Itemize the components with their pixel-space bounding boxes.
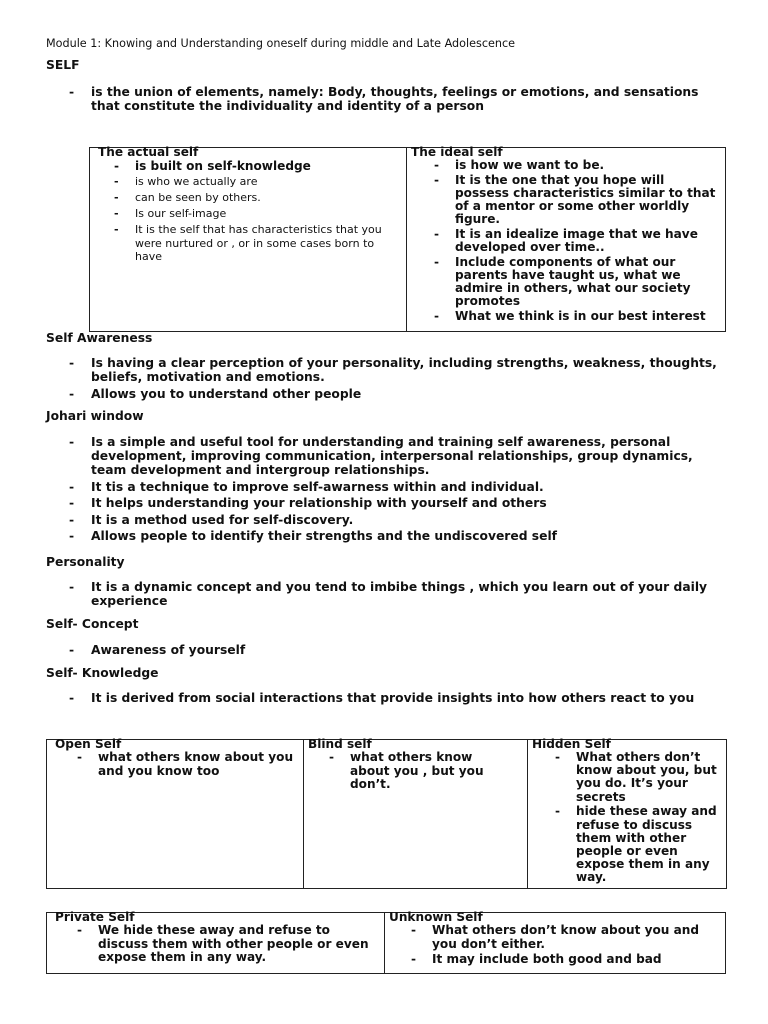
hidden-self-title: Hidden Self: [532, 737, 611, 751]
list-item: - Awareness of yourself: [69, 643, 719, 657]
list-item: - is who we actually are: [111, 175, 399, 189]
hidden-self-cell: [528, 737, 727, 889]
self-awareness-list: [69, 356, 731, 403]
heading-self-knowledge: Self- Knowledge: [46, 666, 159, 680]
heading-personality: Personality: [46, 555, 125, 569]
blind-self-list: [326, 751, 501, 792]
self-table: [89, 147, 726, 332]
open-self-cell: [47, 737, 304, 889]
list-item: - hide these away and refuse to discuss them with other people or even expose them in any way.: [552, 805, 718, 884]
hidden-self-list: [552, 751, 718, 885]
list-item: - It is a method used for self-discovery.: [69, 513, 719, 527]
list-item: - It is derived from social interactions that provide insights into how others react to you: [69, 691, 739, 705]
list-item: - Is a simple and useful tool for understanding and training self awareness, personal development, improving communication, interpersonal relationships, group dynamics, team development and intergroup relationships.: [69, 435, 719, 477]
blind-self-title: Blind self: [308, 737, 372, 751]
list-item: - It helps understanding your relationship with yourself and others: [69, 496, 719, 510]
ideal-self-cell: [407, 145, 726, 332]
heading-johari-window: Johari window: [46, 409, 144, 423]
list-item: - is built on self-knowledge: [111, 159, 399, 173]
list-item: - Is our self-image: [111, 207, 399, 221]
list-item: - Allows people to identify their strengths and the undiscovered self: [69, 529, 719, 543]
heading-self-concept: Self- Concept: [46, 617, 139, 631]
private-self-cell: [47, 910, 385, 974]
module-title: Module 1: Knowing and Understanding oneself during middle and Late Adolescence: [46, 37, 515, 50]
list-item: - It may include both good and bad: [408, 953, 718, 967]
self-knowledge-list: [69, 691, 739, 708]
list-item: - what others know about you , but you don’t.: [326, 751, 501, 792]
private-self-title: Private Self: [55, 910, 135, 924]
list-item: - can be seen by others.: [111, 191, 399, 205]
heading-self-awareness: Self Awareness: [46, 331, 153, 345]
actual-self-list: [111, 159, 399, 264]
personality-list: [69, 580, 729, 611]
blind-self-cell: [304, 737, 528, 889]
self-concept-list: [69, 643, 719, 660]
open-self-title: Open Self: [55, 737, 122, 751]
list-item: - is the union of elements, namely: Body, thoughts, feelings or emotions, and sensations that constitute the individuality and identity of a person: [69, 85, 719, 113]
johari-list: [69, 435, 719, 546]
unknown-self-cell: [385, 910, 726, 974]
list-item: - What others don’t know about you, but you do. It’s your secrets: [552, 751, 718, 804]
list-item: - is how we want to be.: [431, 159, 721, 172]
ideal-self-title: The ideal self: [411, 145, 503, 159]
list-item: - Allows you to understand other people: [69, 387, 731, 401]
list-item: - What we think is in our best interest: [431, 310, 721, 323]
list-item: - It is an idealize image that we have developed over time..: [431, 228, 721, 254]
list-item: - It is a dynamic concept and you tend to imbibe things , which you learn out of your daily experience: [69, 580, 729, 608]
list-item: - Is having a clear perception of your personality, including strengths, weakness, thoughts, beliefs, motivation and emotions.: [69, 356, 731, 384]
open-self-list: [74, 751, 296, 778]
private-self-list: [74, 924, 379, 965]
heading-self: SELF: [46, 58, 80, 72]
johari-table-top: [46, 739, 727, 889]
actual-self-cell: [90, 145, 407, 332]
ideal-self-list: [431, 159, 721, 323]
self-list: [69, 85, 719, 116]
list-item: - We hide these away and refuse to discuss them with other people or even expose them in any way.: [74, 924, 379, 965]
list-item: - Include components of what our parents have taught us, what we admire in others, what our society promotes: [431, 256, 721, 308]
unknown-self-list: [408, 924, 718, 966]
johari-table-bottom: [46, 912, 726, 974]
list-item: - It is the self that has characteristics that you were nurtured or , or in some cases born to have: [111, 223, 399, 264]
list-item: - It tis a technique to improve self-awarness within and individual.: [69, 480, 719, 494]
list-item: - It is the one that you hope will possess characteristics similar to that of a mentor or some other worldly figure.: [431, 174, 721, 226]
list-item: - What others don’t know about you and you don’t either.: [408, 924, 718, 951]
actual-self-title: The actual self: [98, 145, 199, 159]
list-item: - what others know about you and you know too: [74, 751, 296, 778]
unknown-self-title: Unknown Self: [389, 910, 483, 924]
